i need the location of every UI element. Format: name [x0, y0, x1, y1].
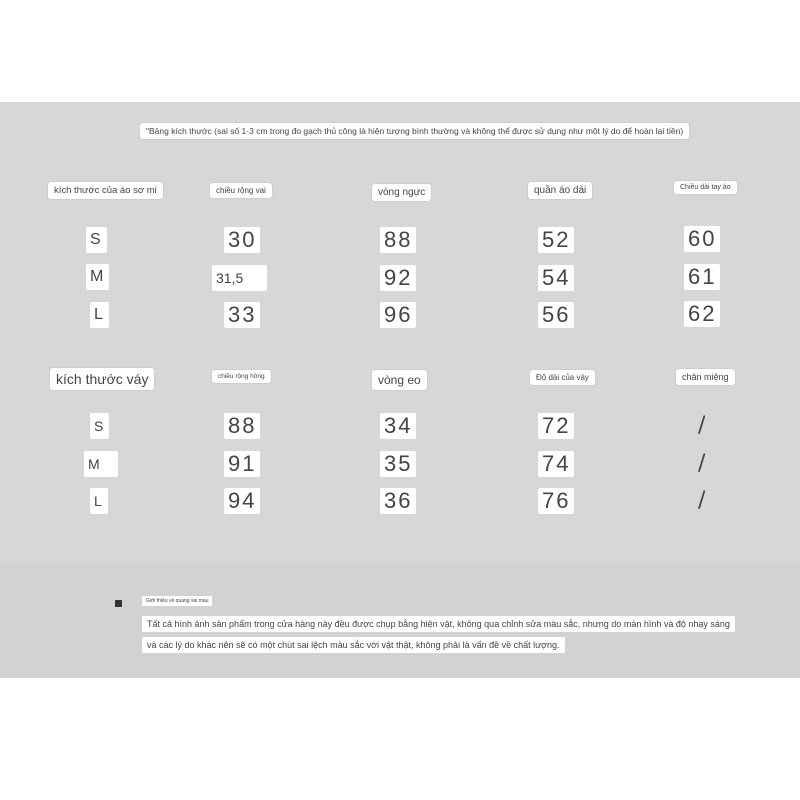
skirt-s-length: 72 — [538, 413, 574, 439]
length-header: quần áo dài — [528, 182, 592, 199]
chest-header: vòng ngực — [372, 184, 431, 201]
shirt-l-shoulder: 33 — [224, 302, 260, 328]
shirt-l-length: 56 — [538, 302, 574, 328]
shirt-m-shoulder: 31,5 — [212, 265, 267, 291]
skirt-size-s: S — [90, 413, 109, 439]
shirt-size-header: kích thước của áo sơ mi — [48, 182, 163, 199]
shirt-s-length: 52 — [538, 227, 574, 253]
skirt-size-l: L — [90, 488, 108, 514]
skirt-m-length: 74 — [538, 451, 574, 477]
skirt-l-hip: 94 — [224, 488, 260, 514]
skirt-size-header: kích thước váy — [50, 368, 154, 390]
shirt-s-sleeve: 60 — [684, 226, 720, 252]
shirt-s-chest: 88 — [380, 227, 416, 253]
shirt-s-shoulder: 30 — [224, 227, 260, 253]
shirt-m-sleeve: 61 — [684, 264, 720, 290]
bullet-icon — [115, 600, 122, 607]
skirt-l-hem: / — [698, 488, 706, 513]
hem-header: chân miệng — [676, 369, 735, 385]
skirt-m-waist: 35 — [380, 451, 416, 477]
shirt-size-l: L — [90, 302, 109, 328]
sleeve-length-header: Chiều dài tay áo — [674, 181, 737, 194]
shirt-l-sleeve: 62 — [684, 301, 720, 327]
shirt-m-length: 54 — [538, 265, 574, 291]
skirt-length-header: Độ dài của váy — [530, 370, 595, 385]
skirt-s-waist: 34 — [380, 413, 416, 439]
size-note: "Bảng kích thước (sai số 1-3 cm trong đo gạch thủ công là hiện tượng bình thường và không thể được sử dụng như một lý do để hoàn lại tiền) — [140, 123, 689, 139]
color-note-line-1: Tất cả hình ảnh sản phẩm trong cửa hàng này đều được chụp bằng hiện vật, không qua chỉnh sửa màu sắc, nhưng do màn hình và độ nhạy sáng — [142, 616, 735, 632]
shirt-size-m: M — [86, 264, 109, 290]
shirt-size-s: S — [86, 227, 107, 253]
shoulder-width-header: chiều rộng vai — [210, 183, 272, 198]
color-note-title: Giới thiệu về quang sai màu — [142, 596, 212, 606]
skirt-m-hip: 91 — [224, 451, 260, 477]
shirt-l-chest: 96 — [380, 302, 416, 328]
skirt-size-m: M — [84, 451, 118, 477]
hip-width-header: chiều rộng hông — [212, 370, 271, 383]
skirt-l-length: 76 — [538, 488, 574, 514]
color-note-line-2: và các lý do khác nên sẽ có một chút sai lệch màu sắc với vật thật, không phải là vấn đề về chất lượng. — [142, 637, 565, 653]
shirt-m-chest: 92 — [380, 265, 416, 291]
skirt-m-hem: / — [698, 451, 706, 476]
skirt-s-hip: 88 — [224, 413, 260, 439]
skirt-s-hem: / — [698, 413, 706, 438]
waist-header: vòng eo — [372, 370, 427, 390]
skirt-l-waist: 36 — [380, 488, 416, 514]
